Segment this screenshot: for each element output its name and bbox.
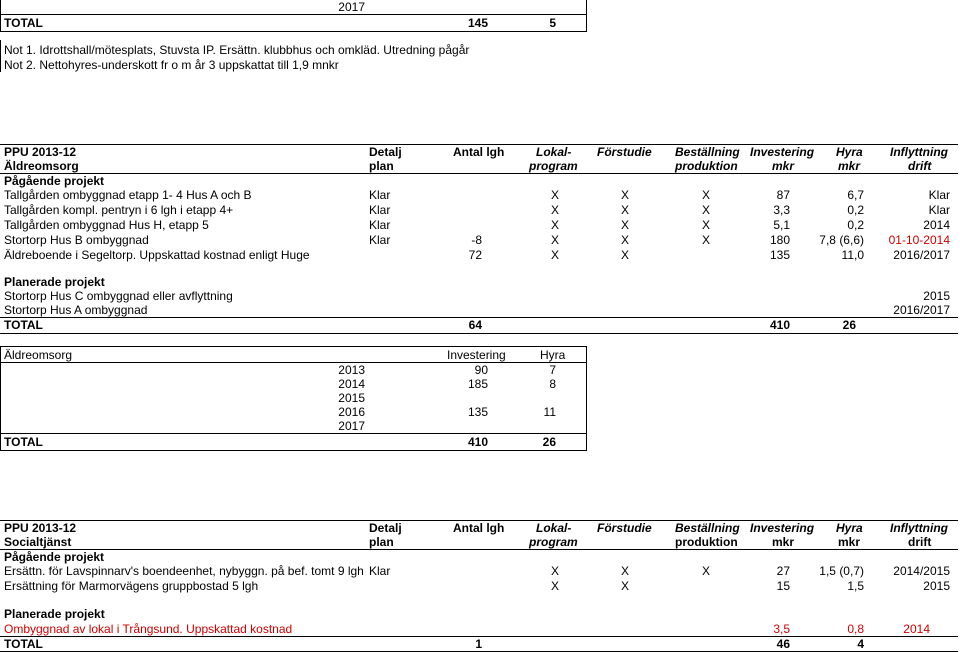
project-forstudie: X bbox=[620, 218, 629, 232]
planned-infl: 2016/2017 bbox=[893, 303, 950, 317]
pagaende-label: Pågående projekt bbox=[4, 174, 105, 188]
summary-row bbox=[0, 419, 960, 433]
project-forstudie: X bbox=[620, 564, 629, 578]
summary-investering: 135 bbox=[467, 405, 488, 419]
summary-row bbox=[0, 363, 960, 377]
summary-investering: 90 bbox=[474, 363, 488, 377]
project-lokal: X bbox=[550, 564, 559, 578]
total-investering: 145 bbox=[467, 16, 488, 30]
project-lokal: X bbox=[550, 248, 559, 262]
col-inflyttning: Inflyttning bbox=[890, 521, 948, 535]
project-forstudie: X bbox=[620, 203, 629, 217]
col-plan: plan bbox=[369, 535, 394, 549]
col-drift: drift bbox=[908, 159, 932, 173]
total-hyra: 4 bbox=[857, 637, 864, 651]
project-investering: 5,1 bbox=[773, 218, 790, 232]
col-hyra: Hyra bbox=[836, 521, 863, 535]
col-lokal: Lokal- bbox=[536, 521, 572, 535]
summary-investering: 185 bbox=[467, 377, 488, 391]
summary-hyra: 8 bbox=[549, 377, 556, 391]
col-detalj: Detalj bbox=[369, 521, 402, 535]
project-investering: 27 bbox=[776, 564, 790, 578]
col-forstudie: Förstudie bbox=[597, 145, 652, 159]
col-produktion: produktion bbox=[675, 159, 738, 173]
project-investering: 87 bbox=[776, 188, 790, 202]
section-title: Socialtjänst bbox=[4, 535, 72, 549]
ppu-title: PPU 2013-12 bbox=[4, 521, 77, 535]
summary-col-hyra: Hyra bbox=[540, 348, 566, 362]
col-forstudie: Förstudie bbox=[597, 521, 652, 535]
project-lokal: X bbox=[550, 233, 559, 247]
summary-total-inv: 410 bbox=[467, 435, 488, 449]
project-detalj: Klar bbox=[369, 203, 391, 217]
col-mkr-inv: mkr bbox=[772, 159, 795, 173]
project-bestallning: X bbox=[701, 203, 710, 217]
col-inflyttning: Inflyttning bbox=[890, 145, 948, 159]
project-hyra: 11,0 bbox=[841, 248, 864, 262]
total-antal: 1 bbox=[475, 637, 482, 651]
summary-row bbox=[0, 405, 960, 419]
project-name: Ersättn. för Lavspinnarv's boendeenhet, nybyggn. på bef. tomt 9 lgh bbox=[4, 564, 364, 578]
project-hyra: 0,2 bbox=[847, 203, 864, 217]
summary-col-investering: Investering bbox=[447, 348, 506, 362]
summary-year: 2016 bbox=[338, 405, 365, 419]
project-bestallning: X bbox=[701, 233, 710, 247]
project-investering: 15 bbox=[776, 579, 790, 593]
summary-total-hyra: 26 bbox=[542, 435, 556, 449]
project-investering: 180 bbox=[769, 233, 790, 247]
project-name: Tallgården ombyggnad etapp 1- 4 Hus A och B bbox=[4, 188, 252, 202]
planned-infl: 2015 bbox=[923, 289, 950, 303]
project-row bbox=[0, 248, 960, 262]
project-row bbox=[0, 188, 960, 202]
project-inflyttning: 2016/2017 bbox=[893, 248, 950, 262]
summary-year: 2013 bbox=[338, 363, 365, 377]
summary-year: 2015 bbox=[338, 391, 365, 405]
total-hyra: 5 bbox=[549, 16, 556, 30]
total-investering: 410 bbox=[769, 318, 790, 332]
summary-total-label: TOTAL bbox=[4, 435, 43, 449]
ppu-title: PPU 2013-12 bbox=[4, 145, 77, 159]
total-label: TOTAL bbox=[4, 16, 43, 30]
project-lokal: X bbox=[550, 188, 559, 202]
project-forstudie: X bbox=[620, 188, 629, 202]
project-hyra: 6,7 bbox=[847, 188, 864, 202]
col-hyra: Hyra bbox=[836, 145, 863, 159]
project-forstudie: X bbox=[620, 579, 629, 593]
project-bestallning: X bbox=[701, 218, 710, 232]
total-hyra: 26 bbox=[842, 318, 856, 332]
total-investering: 46 bbox=[776, 637, 790, 651]
summary-row bbox=[0, 377, 960, 391]
col-lokal: Lokal- bbox=[536, 145, 572, 159]
project-bestallning: X bbox=[701, 188, 710, 202]
col-produktion: produktion bbox=[675, 535, 738, 549]
project-investering: 135 bbox=[769, 248, 790, 262]
summary-hyra: 11 bbox=[543, 405, 556, 419]
project-name: Ersättning för Marmorvägens gruppbostad 5 lgh bbox=[4, 579, 259, 593]
project-hyra: 1,5 bbox=[847, 579, 864, 593]
project-row bbox=[0, 579, 960, 593]
planned-name: Stortorp Hus C ombyggnad eller avflyttning bbox=[4, 289, 233, 303]
project-row bbox=[0, 203, 960, 217]
col-mkr-hyra: mkr bbox=[838, 159, 861, 173]
project-name: Tallgården kompl. pentryn i 6 lgh i etapp 4+ bbox=[4, 203, 234, 217]
summary-year: 2017 bbox=[338, 419, 365, 433]
project-antal: -8 bbox=[471, 233, 482, 247]
planerade-label: Planerade projekt bbox=[4, 607, 105, 621]
project-inflyttning: 01-10-2014 bbox=[888, 233, 950, 247]
planned-infl: 2014 bbox=[903, 622, 930, 636]
col-bestallning: Beställning bbox=[675, 521, 740, 535]
project-row bbox=[0, 233, 960, 247]
year-label: 2017 bbox=[338, 0, 365, 14]
project-inflyttning: Klar bbox=[928, 203, 950, 217]
project-inflyttning: Klar bbox=[928, 188, 950, 202]
project-detalj: Klar bbox=[369, 564, 391, 578]
planned-name: Stortorp Hus A ombyggnad bbox=[4, 303, 148, 317]
col-plan: plan bbox=[369, 159, 394, 173]
col-drift: drift bbox=[908, 535, 932, 549]
col-antal-lgh: Antal lgh bbox=[453, 521, 505, 535]
planned-investering: 3,5 bbox=[773, 622, 790, 636]
project-hyra: 7,8 (6,6) bbox=[819, 233, 864, 247]
project-lokal: X bbox=[550, 218, 559, 232]
col-mkr-hyra: mkr bbox=[838, 535, 861, 549]
project-antal: 72 bbox=[468, 248, 482, 262]
col-bestallning: Beställning bbox=[675, 145, 740, 159]
col-mkr-inv: mkr bbox=[772, 535, 795, 549]
project-lokal: X bbox=[550, 203, 559, 217]
project-detalj: Klar bbox=[369, 188, 391, 202]
project-lokal: X bbox=[550, 579, 559, 593]
summary-title: Äldreomsorg bbox=[4, 348, 73, 362]
col-program: program bbox=[529, 159, 578, 173]
planerade-label: Planerade projekt bbox=[4, 275, 105, 289]
planned-hyra: 0,8 bbox=[847, 622, 864, 636]
project-row bbox=[0, 564, 960, 578]
total-antal: 64 bbox=[468, 318, 482, 332]
project-forstudie: X bbox=[620, 248, 629, 262]
col-program: program bbox=[529, 535, 578, 549]
col-detalj: Detalj bbox=[369, 145, 402, 159]
project-forstudie: X bbox=[620, 233, 629, 247]
note-1: Not 1. Idrottshall/mötesplats, Stuvsta IP. Ersättn. klubbhus och omkläd. Utredning pågår bbox=[4, 43, 470, 57]
project-investering: 3,3 bbox=[773, 203, 790, 217]
project-inflyttning: 2014 bbox=[923, 218, 950, 232]
project-hyra: 0,2 bbox=[847, 218, 864, 232]
project-hyra: 1,5 (0,7) bbox=[819, 564, 864, 578]
summary-hyra: 7 bbox=[549, 363, 556, 377]
project-name: Äldreboende i Segeltorp. Uppskattad kostnad enligt Huge bbox=[4, 248, 310, 262]
col-antal-lgh: Antal lgh bbox=[453, 145, 505, 159]
note-2: Not 2. Nettohyres-underskott fr o m år 3 uppskattat till 1,9 mnkr bbox=[4, 58, 339, 72]
summary-row bbox=[0, 391, 960, 405]
project-inflyttning: 2015 bbox=[923, 579, 950, 593]
project-detalj: Klar bbox=[369, 233, 391, 247]
total-label: TOTAL bbox=[4, 318, 43, 332]
pagaende-label: Pågående projekt bbox=[4, 550, 105, 564]
section-title: Äldreomsorg bbox=[4, 159, 79, 173]
project-inflyttning: 2014/2015 bbox=[893, 564, 950, 578]
summary-year: 2014 bbox=[338, 377, 365, 391]
col-investering: Investering bbox=[750, 521, 815, 535]
project-name: Tallgården ombyggnad Hus H, etapp 5 bbox=[4, 218, 209, 232]
project-name: Stortorp Hus B ombyggnad bbox=[4, 233, 149, 247]
total-label: TOTAL bbox=[4, 637, 43, 651]
project-row bbox=[0, 218, 960, 232]
planned-name: Ombyggnad av lokal i Trångsund. Uppskattad kostnad bbox=[4, 622, 293, 636]
project-detalj: Klar bbox=[369, 218, 391, 232]
col-investering: Investering bbox=[750, 145, 815, 159]
project-bestallning: X bbox=[701, 564, 710, 578]
